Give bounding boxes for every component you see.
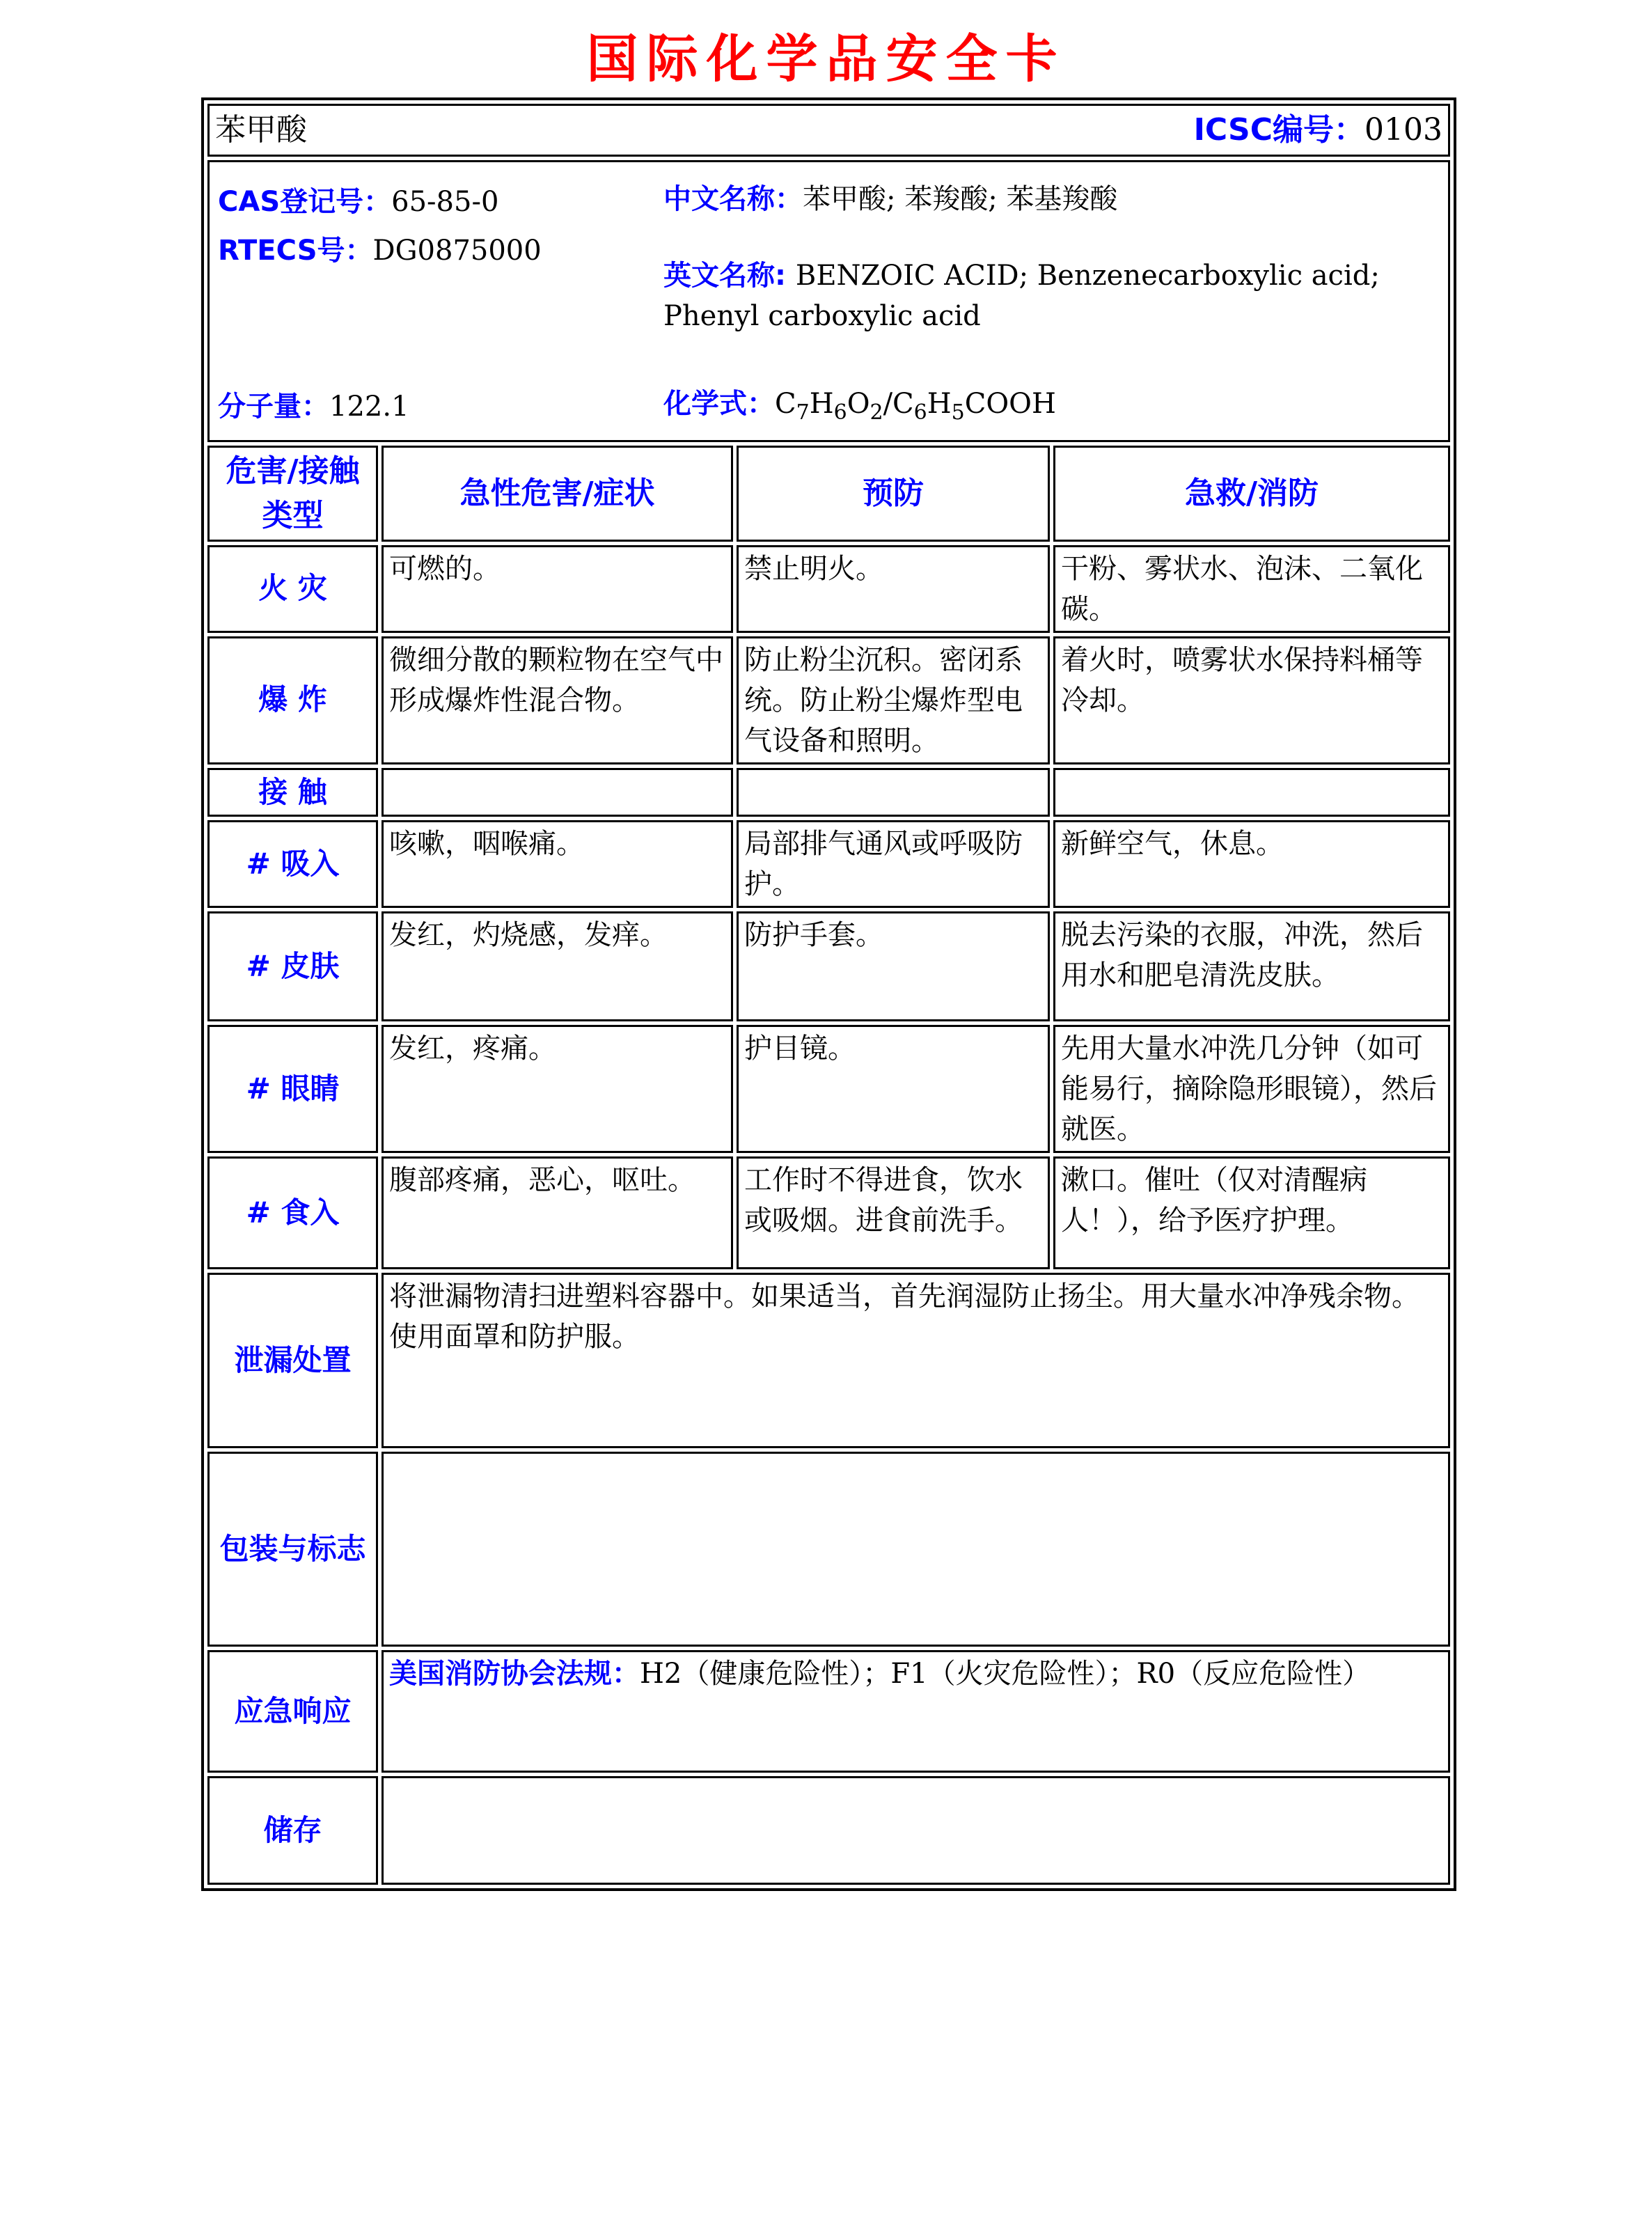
explosion-first-aid: 着火时，喷雾状水保持料桶等冷却。 <box>1053 636 1450 764</box>
row-label-ingestion: # 食入 <box>207 1156 378 1269</box>
fire-prevention: 禁止明火。 <box>737 545 1050 633</box>
icsc-card-table <box>201 97 1456 1891</box>
row-label-explosion: 爆 炸 <box>207 636 378 764</box>
english-name <box>663 256 1412 336</box>
section-row-storage <box>207 1776 1450 1885</box>
chinese-name-value: 苯甲酸; 苯羧酸; 苯基羧酸 <box>803 183 1118 215</box>
hazard-row-contact <box>207 768 1450 817</box>
explosion-prevention: 防止粉尘沉积。密闭系统。防止粉尘爆炸型电气设备和照明。 <box>737 636 1050 764</box>
col-header-prevention: 预防 <box>737 446 1050 542</box>
section-row-spill <box>207 1273 1450 1448</box>
section-row-emergency <box>207 1650 1450 1773</box>
eyes-prevention: 护目镜。 <box>737 1025 1050 1153</box>
substance-header-cell <box>207 104 1450 157</box>
chinese-name <box>663 179 1117 219</box>
contact-prevention <box>737 768 1050 817</box>
hazard-row-ingestion <box>207 1156 1450 1269</box>
col-header-hazard-type-line2: 类型 <box>262 497 324 533</box>
row-label-fire: 火 灾 <box>207 545 378 633</box>
contact-first-aid <box>1053 768 1450 817</box>
spill-content <box>381 1273 1450 1448</box>
substance-name: 苯甲酸 <box>215 112 307 148</box>
col-header-first-aid: 急救/消防 <box>1053 446 1450 542</box>
inhalation-first-aid: 新鲜空气，休息。 <box>1053 820 1450 908</box>
molecular-weight-value: 122.1 <box>329 391 409 423</box>
row-label-contact: 接 触 <box>207 768 378 817</box>
packaging-content <box>381 1452 1450 1647</box>
substance-header-row <box>207 104 1450 157</box>
cas-number-label: CAS登记号： <box>218 186 392 218</box>
explosion-symptoms: 微细分散的颗粒物在空气中形成爆炸性混合物。 <box>381 636 733 764</box>
row-label-eyes: # 眼睛 <box>207 1025 378 1153</box>
emergency-content <box>381 1650 1450 1773</box>
chemical-formula-value: $C_7H_6O_2/C_6H_5COOH$ <box>775 388 1056 425</box>
cas-number-value: 65-85-0 <box>391 186 499 218</box>
row-label-emergency: 应急响应 <box>207 1650 378 1773</box>
inhalation-symptoms: 咳嗽，咽喉痛。 <box>381 820 733 908</box>
row-label-spill: 泄漏处置 <box>207 1273 378 1448</box>
inhalation-prevention: 局部排气通风或呼吸防护。 <box>737 820 1050 908</box>
molecular-weight <box>218 386 409 427</box>
chinese-name-label: 中文名称： <box>663 183 803 215</box>
english-name-label: 英文名称: <box>663 260 796 292</box>
skin-symptoms: 发红，灼烧感，发痒。 <box>381 911 733 1021</box>
icsc-number-label: ICSC编号： <box>1193 112 1365 148</box>
col-header-symptoms: 急性危害/症状 <box>381 446 733 542</box>
hazard-row-inhalation <box>207 820 1450 908</box>
storage-content <box>381 1776 1450 1885</box>
hazard-row-skin <box>207 911 1450 1021</box>
ingestion-prevention: 工作时不得进食，饮水或吸烟。进食前洗手。 <box>737 1156 1050 1269</box>
fire-first-aid: 干粉、雾状水、泡沫、二氧化碳。 <box>1053 545 1450 633</box>
identity-row <box>207 160 1450 442</box>
nfpa-code-label: 美国消防协会法规： <box>389 1658 640 1690</box>
row-label-inhalation: # 吸入 <box>207 820 378 908</box>
molecular-weight-label: 分子量： <box>218 391 329 423</box>
contact-symptoms <box>381 768 733 817</box>
english-name-value: BENZOIC ACID; Benzenecarboxylic acid; Phenyl carboxylic acid <box>663 260 1380 332</box>
eyes-first-aid: 先用大量水冲洗几分钟（如可能易行，摘除隐形眼镜），然后就医。 <box>1053 1025 1450 1153</box>
cas-number <box>218 182 498 222</box>
col-header-hazard-type <box>207 446 378 542</box>
rtecs-number-value: DG0875000 <box>372 235 542 267</box>
row-label-storage: 储存 <box>207 1776 378 1885</box>
page-title: 国际化学品安全卡 <box>586 29 1066 89</box>
rtecs-number <box>218 230 542 271</box>
chemical-formula <box>663 384 1056 428</box>
skin-prevention: 防护手套。 <box>737 911 1050 1021</box>
col-header-hazard-type-line1: 危害/接触 <box>226 453 360 489</box>
identity-cell <box>207 160 1450 442</box>
chemical-formula-label: 化学式： <box>663 388 775 420</box>
skin-first-aid: 脱去污染的衣服，冲洗，然后用水和肥皂清洗皮肤。 <box>1053 911 1450 1021</box>
nfpa-code-text: H2（健康危险性）；F1（火灾危险性）；R0（反应危险性） <box>640 1658 1371 1690</box>
section-row-packaging <box>207 1452 1450 1647</box>
icsc-number <box>1194 108 1442 152</box>
row-label-packaging: 包装与标志 <box>207 1452 378 1647</box>
hazard-header-row <box>207 446 1450 542</box>
hazard-row-fire <box>207 545 1450 633</box>
row-label-skin: # 皮肤 <box>207 911 378 1021</box>
eyes-symptoms: 发红，疼痛。 <box>381 1025 733 1153</box>
rtecs-number-label: RTECS号： <box>218 235 373 267</box>
icsc-number-value: 0103 <box>1364 112 1443 148</box>
spill-text: 将泄漏物清扫进塑料容器中。如果适当，首先润湿防止扬尘。用大量水冲净残余物。使用面罩和防护服。 <box>389 1280 1419 1354</box>
ingestion-first-aid: 漱口。催吐（仅对清醒病人！），给予医疗护理。 <box>1053 1156 1450 1269</box>
substance-header-flex <box>215 108 1442 152</box>
ingestion-symptoms: 腹部疼痛，恶心，呕吐。 <box>381 1156 733 1269</box>
hazard-row-explosion <box>207 636 1450 764</box>
fire-symptoms: 可燃的。 <box>381 545 733 633</box>
hazard-row-eyes <box>207 1025 1450 1153</box>
